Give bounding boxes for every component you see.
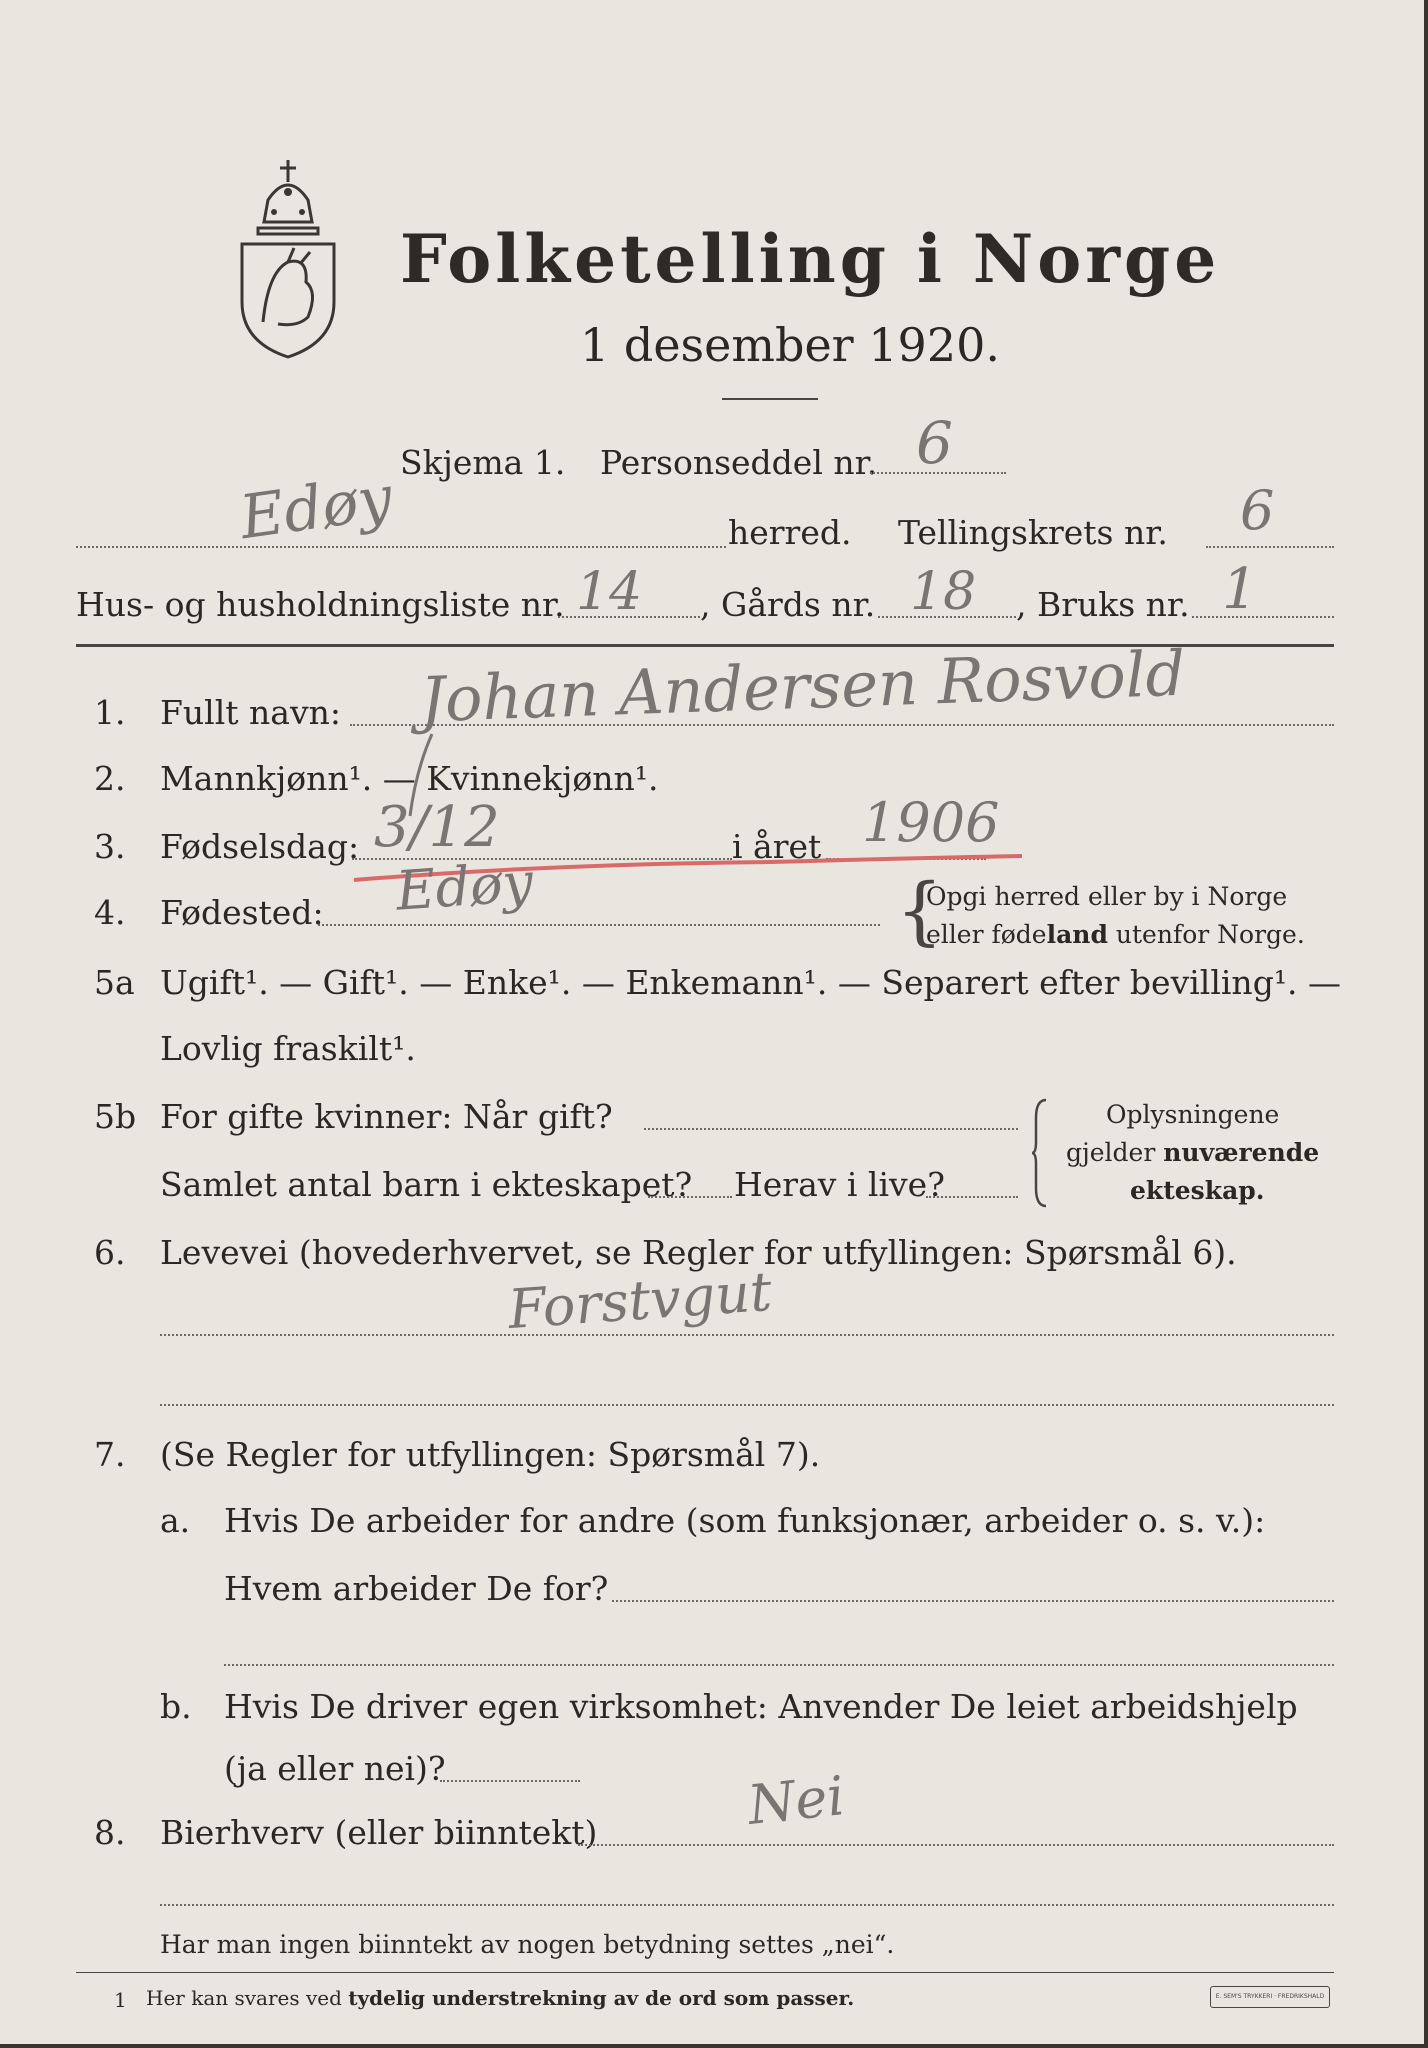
q1-number: 1. [94,693,126,732]
q5b-married-line [644,1128,1018,1130]
q8-line [578,1844,1334,1846]
q5b-alive-label: Herav i live? [734,1165,945,1204]
q5b-alive-line [926,1196,1018,1198]
side-income-value[interactable]: Nei [744,1764,848,1837]
q4-note-line2 [926,922,1305,947]
q5b-note-line3: ekteskap. [1130,1176,1265,1205]
q7a-employer-line [612,1600,1334,1602]
tellingskrets-line [1206,546,1334,548]
gards-value[interactable]: 18 [910,562,977,622]
census-date: 1 desember 1920. [580,318,1000,372]
norwegian-coat-of-arms-icon [228,152,348,362]
q7-number: 7. [94,1435,126,1474]
bruks-value[interactable]: 1 [1222,557,1258,622]
bruks-line [1192,616,1334,618]
q5b-note-line2 [1066,1140,1319,1165]
q5b-number: 5b [94,1097,137,1136]
birthplace-value[interactable]: Edøy [393,850,536,923]
title-divider [722,398,818,400]
q7a-label: Hvis De arbeider for andre (som funksjonær, arbeider o. s. v.): [224,1501,1266,1540]
q7a-employer-label: Hvem arbeider De for? [224,1569,609,1608]
q2-number: 2. [94,759,126,798]
q4-brace: { [896,868,944,954]
q6-line-2 [160,1404,1334,1406]
bruks-label: , Bruks nr. [1016,585,1190,624]
q4-note-part-bold: land [1046,920,1108,949]
q6-label: Levevei (hovederhvervet, se Regler for utfyllingen: Spørsmål 6). [160,1233,1237,1272]
q3-label: Fødselsdag: [160,827,360,866]
q4-note-part-c: utenfor Norge. [1107,920,1305,949]
q4-note-part-a: eller føde [926,920,1047,949]
q5b-label: For gifte kvinner: Når gift? [160,1097,613,1136]
tellingskrets-value[interactable]: 6 [1240,479,1275,542]
q2-label: Mannkjønn¹. — Kvinnekjønn¹. [160,759,659,798]
q4-line [318,924,880,926]
q5b-children-label: Samlet antal barn i ekteskapet? [160,1165,693,1204]
footnote-separator [76,1972,1334,1973]
q7-label: (Se Regler for utfyllingen: Spørsmål 7). [160,1435,821,1474]
q7b-answer-label: (ja eller nei)? [224,1749,446,1788]
q4-label: Fødested: [160,893,324,932]
personseddel-label: Personseddel nr. [600,443,878,482]
q7a-employer-line-2 [224,1664,1334,1666]
footnote-part-a: Her kan svares ved [146,1986,349,2010]
q8-line-2 [160,1904,1334,1906]
q5b-note-part-a: gjelder [1066,1138,1164,1167]
occupation-value[interactable]: Forstvgut [506,1259,774,1342]
q5a-label: Ugift¹. — Gift¹. — Enke¹. — Enkemann¹. — Separert efter bevilling¹. — [160,963,1342,1002]
tellingskrets-label: Tellingskrets nr. [898,513,1168,552]
herred-line [76,546,726,548]
form-title: Folketelling i Norge [400,220,1221,298]
hus-value[interactable]: 14 [576,562,643,622]
footnote-number: 1 [114,1988,127,2012]
birthdate-value[interactable]: 3/12 [374,795,500,860]
schema-label: Skjema 1. [400,443,566,482]
q5b-brace-left [1030,1098,1050,1208]
hus-label: Hus- og husholdningsliste nr. [76,585,565,624]
page-edge-bottom [0,2044,1428,2048]
q6-number: 6. [94,1233,126,1272]
herred-label: herred. [728,513,852,552]
q7a-letter: a. [160,1501,191,1540]
q7b-label: Hvis De driver egen virksomhet: Anvender De leiet arbeidshjelp [224,1687,1298,1726]
footnote-text [146,1988,854,2008]
q4-number: 4. [94,893,126,932]
q3-number: 3. [94,827,126,866]
gards-label: , Gårds nr. [700,585,876,624]
q4-note-line1: Opgi herred eller by i Norge [926,882,1288,911]
q8-note: Har man ingen biinntekt av nogen betydning settes „nei“. [160,1930,895,1959]
birthyear-value[interactable]: 1906 [862,791,1000,854]
q8-number: 8. [94,1813,126,1852]
q1-label: Fullt navn: [160,693,341,732]
q5a-label-line2: Lovlig fraskilt¹. [160,1029,416,1068]
herred-value[interactable]: Edøy [235,462,397,554]
footnote-part-bold: tydelig understrekning av de ord som passer. [348,1986,855,2010]
q7b-answer-line [440,1780,580,1782]
q5a-number: 5a [94,963,135,1002]
q8-label: Bierhverv (eller biinntekt) [160,1813,598,1852]
q5b-note-line1: Oplysningene [1106,1100,1280,1129]
printer-mark: E. SEM'S TRYKKERI · FREDRIKSHALD [1210,1986,1330,2008]
personseddel-value[interactable]: 6 [916,409,953,477]
q7b-letter: b. [160,1687,192,1726]
q5b-note-part-bold: nuværende [1163,1138,1320,1167]
full-name-value[interactable]: Johan Andersen Rosvold [418,636,1187,737]
q5b-children-line [648,1196,732,1198]
q6-line-1 [160,1334,1334,1336]
q3-year-label: i året [732,827,822,866]
page-edge-right [1424,0,1428,2048]
